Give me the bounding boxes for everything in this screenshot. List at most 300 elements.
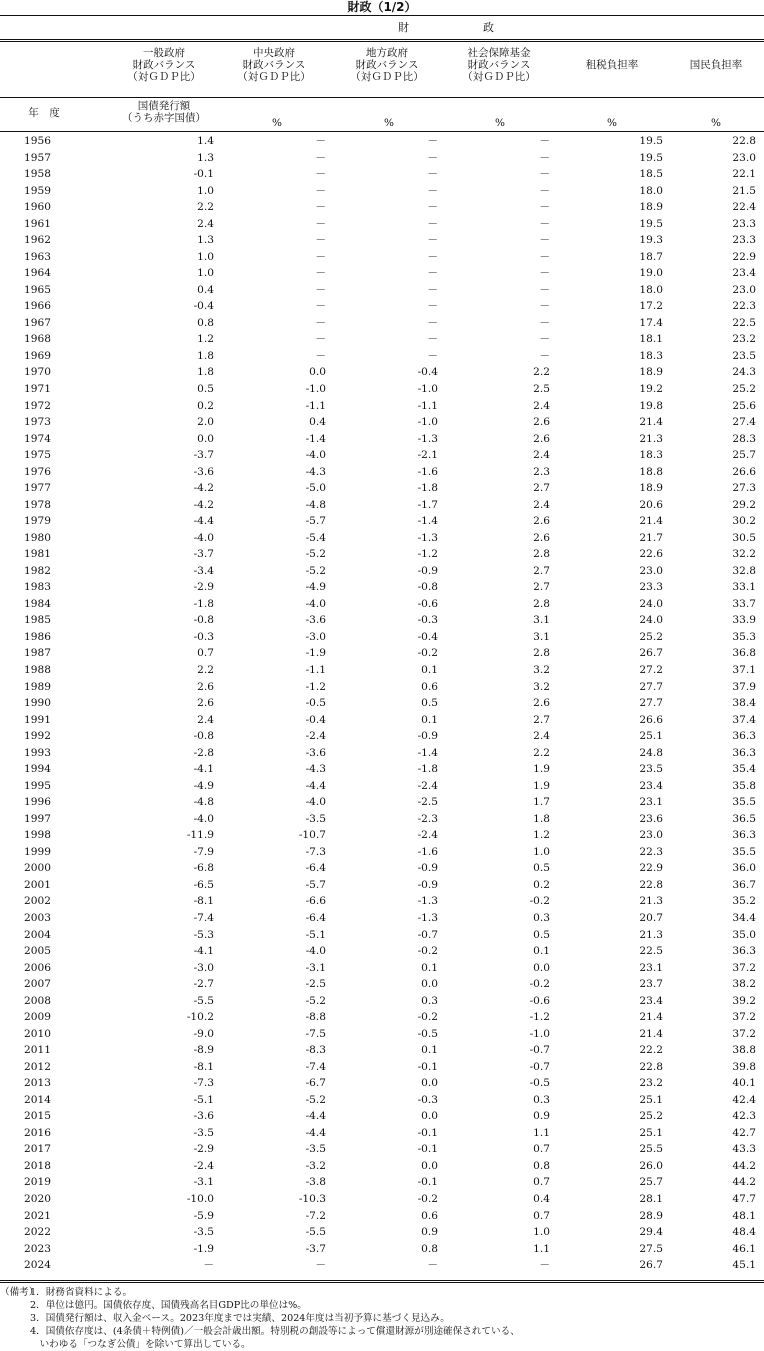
cell-year: 1989 — [24, 680, 51, 693]
cell-tax-burden: 18.7 — [639, 250, 663, 263]
cell-central-gov: -6.6 — [305, 895, 326, 908]
cell-general-gov: -10.2 — [186, 1011, 214, 1024]
cell-national-burden: 37.2 — [732, 1027, 756, 1040]
cell-year: 2018 — [24, 1159, 51, 1172]
cell-local-gov: -0.3 — [417, 614, 438, 627]
cell-tax-burden: 27.2 — [639, 664, 663, 676]
section-label-2: 政 — [483, 21, 494, 34]
cell-central-gov: － — [315, 300, 326, 313]
cell-national-burden: 22.4 — [732, 201, 756, 214]
cell-social-security: 2.6 — [533, 416, 550, 429]
col-header-local-gov: 地方政府 財政バランス （対ＧＤＰ比） — [350, 47, 424, 83]
cell-general-gov: -3.7 — [193, 449, 214, 462]
cell-year: 1996 — [24, 796, 51, 809]
cell-tax-burden: 19.5 — [639, 135, 663, 147]
cell-central-gov: -4.0 — [305, 597, 326, 610]
cell-social-security: － — [539, 217, 550, 230]
cell-central-gov: － — [315, 1259, 326, 1272]
cell-local-gov: -0.9 — [417, 730, 438, 743]
cell-social-security: 0.3 — [533, 911, 550, 924]
table-row — [0, 695, 764, 712]
cell-general-gov: -5.5 — [193, 994, 214, 1007]
cell-local-gov: -0.1 — [417, 1176, 438, 1189]
cell-national-burden: 22.9 — [732, 250, 756, 263]
cell-national-burden: 33.7 — [732, 597, 756, 610]
unit-central: % — [272, 117, 282, 129]
cell-local-gov: 0.1 — [421, 664, 438, 676]
cell-local-gov: -1.4 — [417, 515, 438, 528]
table-row — [0, 1141, 764, 1158]
cell-national-burden: 38.8 — [732, 1044, 756, 1057]
table-row — [0, 745, 764, 762]
cell-year: 1963 — [24, 250, 51, 263]
table-row — [0, 1174, 764, 1191]
cell-local-gov: -1.6 — [417, 465, 438, 478]
cell-general-gov: -2.8 — [193, 746, 214, 759]
cell-year: 1960 — [24, 201, 51, 214]
cell-social-security: 0.1 — [533, 945, 550, 958]
cell-local-gov: -0.9 — [417, 564, 438, 577]
table-row — [0, 249, 764, 266]
cell-year: 1993 — [24, 746, 51, 759]
cell-general-gov: 2.0 — [197, 416, 214, 429]
cell-year: 1986 — [24, 630, 51, 643]
cell-social-security: － — [539, 300, 550, 313]
cell-national-burden: 32.8 — [732, 564, 756, 577]
cell-national-burden: 27.3 — [732, 482, 756, 495]
cell-year: 1983 — [24, 581, 51, 594]
table-row — [0, 761, 764, 778]
cell-tax-burden: 23.6 — [639, 812, 663, 825]
cell-tax-burden: 28.9 — [639, 1209, 663, 1222]
cell-local-gov: － — [427, 184, 438, 197]
cell-central-gov: － — [315, 283, 326, 296]
cell-social-security: -0.2 — [529, 978, 550, 991]
cell-social-security: － — [539, 283, 550, 296]
cell-social-security: 1.0 — [533, 1226, 550, 1239]
cell-tax-burden: 23.2 — [639, 1077, 663, 1090]
cell-local-gov: 0.1 — [421, 713, 438, 726]
cell-tax-burden: 23.4 — [639, 994, 663, 1007]
cell-general-gov: -4.1 — [193, 945, 214, 958]
cell-local-gov: 0.9 — [421, 1226, 438, 1239]
header-mid-rule — [0, 97, 764, 98]
cell-social-security: -1.0 — [529, 1027, 550, 1040]
table-row — [0, 596, 764, 613]
cell-central-gov: － — [315, 168, 326, 181]
cell-general-gov: 0.5 — [197, 382, 214, 395]
cell-central-gov: -3.0 — [305, 630, 326, 643]
cell-national-burden: 27.4 — [732, 416, 756, 429]
table-row — [0, 943, 764, 960]
cell-local-gov: 0.1 — [421, 1044, 438, 1057]
table-row — [0, 579, 764, 596]
table-row — [0, 1125, 764, 1142]
cell-local-gov: -1.3 — [417, 432, 438, 445]
cell-tax-burden: 23.1 — [639, 796, 663, 809]
cell-local-gov: － — [427, 316, 438, 329]
cell-local-gov: 0.1 — [421, 961, 438, 974]
cell-social-security: 2.8 — [533, 597, 550, 610]
cell-central-gov: － — [315, 201, 326, 214]
cell-social-security: 1.0 — [533, 845, 550, 858]
cell-general-gov: -4.2 — [193, 498, 214, 511]
cell-local-gov: 0.0 — [421, 1077, 438, 1090]
table-row — [0, 860, 764, 877]
cell-national-burden: 39.2 — [732, 994, 756, 1007]
cell-tax-burden: 23.1 — [639, 961, 663, 974]
cell-tax-burden: 23.3 — [639, 581, 663, 594]
table-row — [0, 315, 764, 332]
cell-central-gov: － — [315, 250, 326, 263]
cell-year: 1997 — [24, 812, 51, 825]
cell-social-security: － — [539, 349, 550, 362]
cell-local-gov: -0.5 — [417, 1027, 438, 1040]
cell-tax-burden: 19.2 — [639, 382, 663, 395]
cell-general-gov: -4.4 — [193, 515, 214, 528]
cell-year: 2008 — [24, 994, 51, 1007]
cell-social-security: － — [539, 135, 550, 147]
cell-local-gov: 0.0 — [421, 1110, 438, 1123]
cell-general-gov: -10.0 — [186, 1193, 214, 1205]
unit-local: % — [384, 117, 394, 129]
cell-year: 1992 — [24, 730, 51, 743]
table-row — [0, 530, 764, 547]
cell-social-security: 2.8 — [533, 548, 550, 561]
unit-first-col: 国債発行額 （うち赤字国債） — [122, 100, 206, 124]
table-row — [0, 398, 764, 415]
cell-national-burden: 48.1 — [732, 1209, 756, 1222]
cell-social-security: 2.4 — [533, 730, 550, 743]
cell-national-burden: 35.8 — [732, 779, 756, 792]
cell-tax-burden: 23.0 — [639, 564, 663, 577]
cell-local-gov: -0.2 — [417, 647, 438, 660]
cell-local-gov: － — [427, 151, 438, 164]
cell-tax-burden: 18.3 — [639, 449, 663, 462]
cell-social-security: 2.3 — [533, 465, 550, 478]
cell-local-gov: -0.3 — [417, 1093, 438, 1106]
cell-social-security: 2.4 — [533, 449, 550, 462]
col-header-central-gov: 中央政府 財政バランス （対ＧＤＰ比） — [237, 47, 311, 83]
cell-social-security: 2.6 — [533, 432, 550, 445]
cell-central-gov: -0.5 — [305, 697, 326, 710]
cell-local-gov: 0.8 — [421, 1242, 438, 1255]
cell-national-burden: 45.1 — [732, 1259, 756, 1272]
cell-general-gov: -3.6 — [193, 465, 214, 478]
cell-social-security: 0.7 — [533, 1176, 550, 1189]
cell-national-burden: 44.2 — [732, 1176, 756, 1189]
section-label-1: 財 — [398, 21, 409, 34]
cell-local-gov: － — [427, 349, 438, 362]
cell-year: 1956 — [24, 135, 51, 147]
cell-social-security: 0.0 — [533, 961, 550, 974]
cell-central-gov: -4.0 — [305, 796, 326, 809]
cell-tax-burden: 25.5 — [639, 1143, 663, 1156]
cell-general-gov: -0.1 — [193, 168, 214, 181]
cell-national-burden: 29.2 — [732, 498, 756, 511]
cell-central-gov: -4.4 — [305, 1126, 326, 1139]
cell-tax-burden: 18.0 — [639, 184, 663, 197]
cell-social-security: － — [539, 234, 550, 247]
cell-general-gov: 1.0 — [197, 184, 214, 197]
cell-national-burden: 30.5 — [732, 531, 756, 544]
cell-local-gov: -1.0 — [417, 382, 438, 395]
cell-general-gov: -3.7 — [193, 548, 214, 561]
cell-tax-burden: 21.3 — [639, 928, 663, 941]
cell-national-burden: 36.3 — [732, 829, 756, 842]
cell-social-security: 0.4 — [533, 1193, 550, 1205]
cell-local-gov: － — [427, 250, 438, 263]
cell-national-burden: 46.1 — [732, 1242, 756, 1255]
table-row — [0, 348, 764, 365]
cell-national-burden: 32.2 — [732, 548, 756, 561]
cell-central-gov: 0.4 — [309, 416, 326, 429]
table-row — [0, 877, 764, 894]
cell-central-gov: -5.2 — [305, 994, 326, 1007]
cell-social-security: 2.4 — [533, 399, 550, 412]
cell-local-gov: -2.4 — [417, 779, 438, 792]
cell-national-burden: 44.2 — [732, 1159, 756, 1172]
cell-tax-burden: 27.7 — [639, 697, 663, 710]
cell-year: 1967 — [24, 316, 51, 329]
cell-year: 1969 — [24, 349, 51, 362]
cell-social-security: 1.1 — [533, 1126, 550, 1139]
cell-general-gov: 2.6 — [197, 680, 214, 693]
cell-social-security: － — [539, 316, 550, 329]
table-row — [0, 1241, 764, 1258]
table-row — [0, 811, 764, 828]
cell-central-gov: － — [315, 135, 326, 147]
cell-national-burden: 37.9 — [732, 680, 756, 693]
cell-local-gov: -1.3 — [417, 895, 438, 908]
cell-general-gov: -7.3 — [193, 1077, 214, 1090]
cell-general-gov: -1.9 — [193, 1242, 214, 1255]
cell-national-burden: 36.3 — [732, 730, 756, 743]
cell-general-gov: -0.8 — [193, 614, 214, 627]
cell-local-gov: -1.8 — [417, 482, 438, 495]
table-row — [0, 232, 764, 249]
cell-general-gov: -8.1 — [193, 1060, 214, 1073]
cell-local-gov: 0.0 — [421, 978, 438, 991]
cell-central-gov: -10.7 — [298, 829, 326, 842]
cell-local-gov: -0.1 — [417, 1060, 438, 1073]
table-row — [0, 993, 764, 1010]
cell-general-gov: -3.4 — [193, 564, 214, 577]
cell-year: 2020 — [24, 1193, 51, 1205]
cell-tax-burden: 26.7 — [639, 1259, 663, 1272]
cell-general-gov: -9.0 — [193, 1027, 214, 1040]
cell-year: 1977 — [24, 482, 51, 495]
cell-general-gov: 0.8 — [197, 316, 214, 329]
cell-national-burden: 35.5 — [732, 796, 756, 809]
table-row — [0, 844, 764, 861]
cell-year: 1968 — [24, 333, 51, 346]
cell-social-security: － — [539, 168, 550, 181]
cell-central-gov: -4.4 — [305, 779, 326, 792]
table-row — [0, 910, 764, 927]
cell-general-gov: -2.9 — [193, 581, 214, 594]
cell-social-security: － — [539, 250, 550, 263]
cell-central-gov: -3.6 — [305, 746, 326, 759]
cell-year: 1962 — [24, 234, 51, 247]
cell-central-gov: -3.6 — [305, 614, 326, 627]
table-row — [0, 447, 764, 464]
cell-year: 2004 — [24, 928, 51, 941]
cell-year: 1973 — [24, 416, 51, 429]
cell-year: 1991 — [24, 713, 51, 726]
cell-national-burden: 23.3 — [732, 234, 756, 247]
cell-general-gov: -8.1 — [193, 895, 214, 908]
cell-central-gov: － — [315, 151, 326, 164]
cell-central-gov: -3.8 — [305, 1176, 326, 1189]
cell-year: 1998 — [24, 829, 51, 842]
cell-central-gov: -7.5 — [305, 1027, 326, 1040]
cell-social-security: -1.2 — [529, 1011, 550, 1024]
header-top-rule — [0, 39, 764, 42]
cell-social-security: 1.7 — [533, 796, 550, 809]
cell-year: 1975 — [24, 449, 51, 462]
cell-social-security: 2.5 — [533, 382, 550, 395]
cell-local-gov: -0.1 — [417, 1126, 438, 1139]
cell-national-burden: 40.1 — [732, 1077, 756, 1090]
cell-central-gov: -6.4 — [305, 862, 326, 875]
title-rule — [0, 15, 764, 16]
table-row — [0, 183, 764, 200]
cell-local-gov: -1.1 — [417, 399, 438, 412]
cell-social-security: － — [539, 267, 550, 280]
table-row — [0, 331, 764, 348]
cell-tax-burden: 25.2 — [639, 1110, 663, 1123]
cell-tax-burden: 22.8 — [639, 1060, 663, 1073]
cell-national-burden: 25.2 — [732, 382, 756, 395]
cell-local-gov: － — [427, 168, 438, 181]
table-row — [0, 1191, 764, 1208]
cell-central-gov: -5.5 — [305, 1226, 326, 1239]
cell-tax-burden: 18.0 — [639, 283, 663, 296]
cell-national-burden: 48.4 — [732, 1226, 756, 1239]
cell-general-gov: -4.8 — [193, 796, 214, 809]
cell-social-security: 1.9 — [533, 779, 550, 792]
cell-tax-burden: 21.3 — [639, 895, 663, 908]
cell-central-gov: -5.2 — [305, 1093, 326, 1106]
cell-tax-burden: 20.7 — [639, 911, 663, 924]
cell-tax-burden: 19.5 — [639, 217, 663, 230]
cell-central-gov: -8.3 — [305, 1044, 326, 1057]
table-row — [0, 464, 764, 481]
cell-central-gov: -5.7 — [305, 878, 326, 891]
table-row — [0, 282, 764, 299]
cell-year: 1999 — [24, 845, 51, 858]
cell-social-security: 0.8 — [533, 1159, 550, 1172]
cell-general-gov: -5.1 — [193, 1093, 214, 1106]
cell-tax-burden: 18.8 — [639, 465, 663, 478]
cell-local-gov: -0.2 — [417, 945, 438, 958]
table-row — [0, 893, 764, 910]
cell-general-gov: 1.8 — [197, 366, 214, 379]
cell-year: 2011 — [24, 1044, 51, 1057]
cell-year: 2019 — [24, 1176, 51, 1189]
cell-national-burden: 23.5 — [732, 349, 756, 362]
cell-national-burden: 25.7 — [732, 449, 756, 462]
cell-local-gov: 0.6 — [421, 680, 438, 693]
cell-central-gov: － — [315, 333, 326, 346]
table-row — [0, 679, 764, 696]
cell-national-burden: 36.8 — [732, 647, 756, 660]
cell-tax-burden: 18.9 — [639, 482, 663, 495]
table-row — [0, 827, 764, 844]
cell-social-security: 1.9 — [533, 763, 550, 776]
cell-tax-burden: 18.9 — [639, 366, 663, 379]
cell-tax-burden: 29.4 — [639, 1226, 663, 1239]
cell-year: 2023 — [24, 1242, 51, 1255]
cell-central-gov: － — [315, 217, 326, 230]
cell-tax-burden: 25.1 — [639, 1093, 663, 1106]
cell-social-security: 3.1 — [533, 614, 550, 627]
cell-national-burden: 47.7 — [732, 1193, 756, 1205]
cell-year: 1964 — [24, 267, 51, 280]
cell-general-gov: -7.9 — [193, 845, 214, 858]
cell-national-burden: 37.4 — [732, 713, 756, 726]
table-row — [0, 133, 764, 150]
cell-year: 2012 — [24, 1060, 51, 1073]
note-1: （備考） 1．財務省資料による。 — [0, 1287, 133, 1298]
cell-year: 1980 — [24, 531, 51, 544]
cell-local-gov: － — [427, 333, 438, 346]
cell-tax-burden: 23.0 — [639, 829, 663, 842]
cell-social-security: -0.7 — [529, 1060, 550, 1073]
table-row — [0, 166, 764, 183]
table-row — [0, 1224, 764, 1241]
cell-local-gov: -1.3 — [417, 911, 438, 924]
cell-social-security: 2.6 — [533, 697, 550, 710]
cell-general-gov: -5.3 — [193, 928, 214, 941]
cell-tax-burden: 17.4 — [639, 316, 663, 329]
cell-year: 2024 — [24, 1259, 51, 1272]
cell-year: 1966 — [24, 300, 51, 313]
cell-national-burden: 36.7 — [732, 878, 756, 891]
cell-general-gov: -6.8 — [193, 862, 214, 875]
cell-tax-burden: 21.4 — [639, 416, 663, 429]
cell-general-gov: -0.8 — [193, 730, 214, 743]
notes-label: （備考） — [0, 1287, 39, 1298]
cell-central-gov: -1.4 — [305, 432, 326, 445]
cell-tax-burden: 21.4 — [639, 1011, 663, 1024]
cell-central-gov: -4.3 — [305, 465, 326, 478]
cell-social-security: 1.1 — [533, 1242, 550, 1255]
cell-central-gov: -7.4 — [305, 1060, 326, 1073]
cell-national-burden: 43.3 — [732, 1143, 756, 1156]
cell-local-gov: － — [427, 267, 438, 280]
cell-social-security: 0.3 — [533, 1093, 550, 1106]
cell-central-gov: -3.7 — [305, 1242, 326, 1255]
cell-general-gov: -3.1 — [193, 1176, 214, 1189]
cell-national-burden: 36.5 — [732, 812, 756, 825]
cell-central-gov: -8.8 — [305, 1011, 326, 1024]
table-row — [0, 265, 764, 282]
cell-local-gov: － — [427, 1259, 438, 1272]
cell-social-security: 2.7 — [533, 581, 550, 594]
cell-year: 1981 — [24, 548, 51, 561]
cell-general-gov: -2.7 — [193, 978, 214, 991]
cell-national-burden: 38.2 — [732, 978, 756, 991]
cell-central-gov: -0.4 — [305, 713, 326, 726]
table-row — [0, 927, 764, 944]
cell-general-gov: 1.3 — [197, 234, 214, 247]
cell-tax-burden: 19.5 — [639, 151, 663, 164]
cell-central-gov: -1.1 — [305, 664, 326, 676]
cell-tax-burden: 23.4 — [639, 779, 663, 792]
cell-central-gov: -3.5 — [305, 1143, 326, 1156]
